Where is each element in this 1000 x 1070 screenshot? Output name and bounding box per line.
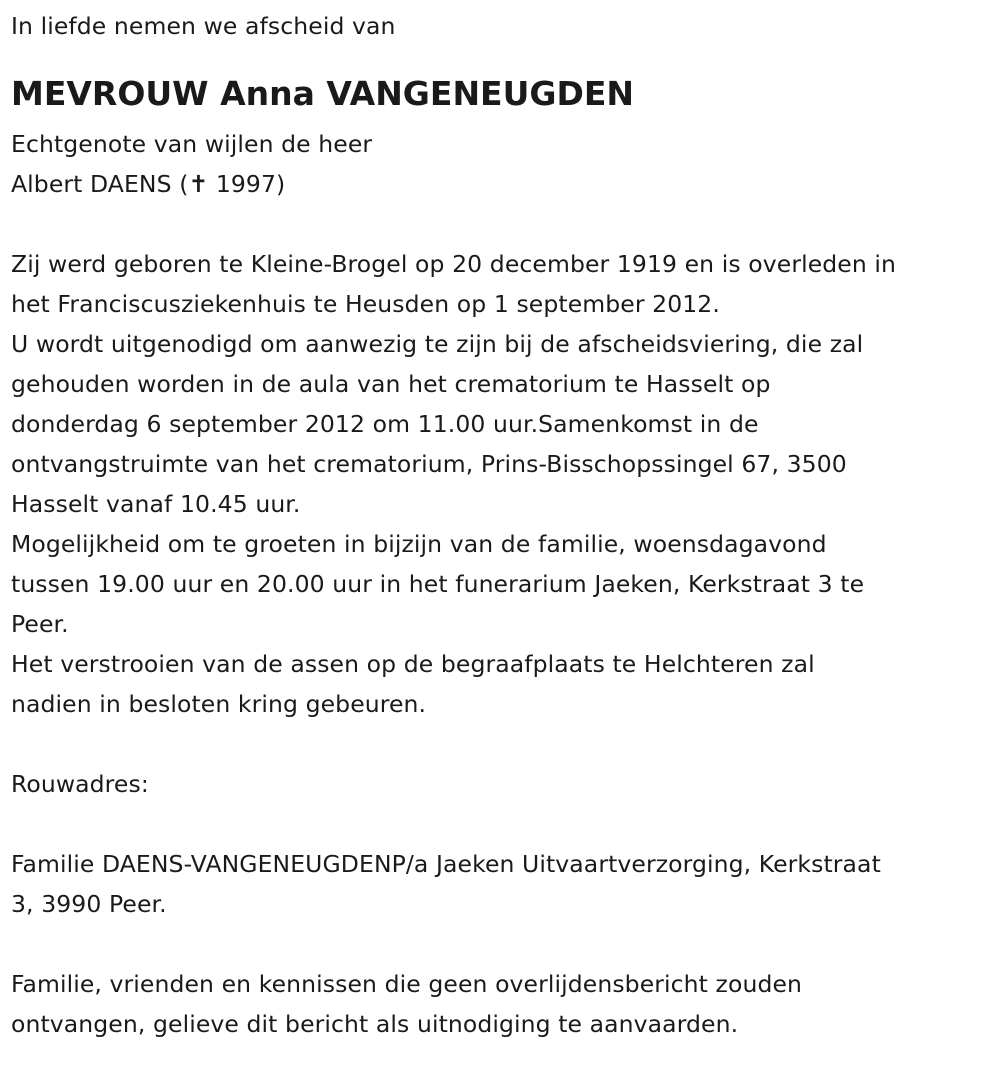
body-line: gehouden worden in de aula van het crematorium te Hasselt op — [11, 370, 771, 398]
obituary-document — [11, 6, 996, 1044]
body-line: het Franciscusziekenhuis te Heusden op 1 september 2012. — [11, 290, 720, 318]
body-line: donderdag 6 september 2012 om 11.00 uur.Samenkomst in de — [11, 410, 759, 438]
body-line: tussen 19.00 uur en 20.00 uur in het funerarium Jaeken, Kerkstraat 3 te — [11, 570, 865, 598]
spouse-line: Echtgenote van wijlen de heer — [11, 130, 373, 158]
body-paragraph — [11, 244, 996, 724]
closing-line: ontvangen, gelieve dit bericht als uitnodiging te aanvaarden. — [11, 1010, 739, 1038]
body-line: ontvangstruimte van het crematorium, Prins-Bisschopssingel 67, 3500 — [11, 450, 847, 478]
body-line: U wordt uitgenodigd om aanwezig te zijn bij de afscheidsviering, die zal — [11, 330, 864, 358]
body-line: Peer. — [11, 610, 69, 638]
intro-text: In liefde nemen we afscheid van — [11, 12, 396, 40]
closing-line: Familie, vrienden en kennissen die geen overlijdensbericht zouden — [11, 970, 803, 998]
body-line: nadien in besloten kring gebeuren. — [11, 690, 427, 718]
body-line: Zij werd geboren te Kleine-Brogel op 20 december 1919 en is overleden in — [11, 250, 897, 278]
body-line: Mogelijkheid om te groeten in bijzijn van de familie, woensdagavond — [11, 530, 827, 558]
spouse-line: Albert DAENS (✝ 1997) — [11, 170, 286, 198]
deceased-name: MEVROUW Anna VANGENEUGDEN — [11, 74, 635, 113]
address-line: 3, 3990 Peer. — [11, 890, 167, 918]
address-line: Familie DAENS-VANGENEUGDENP/a Jaeken Uitvaartverzorging, Kerkstraat — [11, 850, 881, 878]
address-label: Rouwadres: — [11, 770, 149, 798]
body-line: Het verstrooien van de assen op de begraafplaats te Helchteren zal — [11, 650, 815, 678]
body-line: Hasselt vanaf 10.45 uur. — [11, 490, 301, 518]
